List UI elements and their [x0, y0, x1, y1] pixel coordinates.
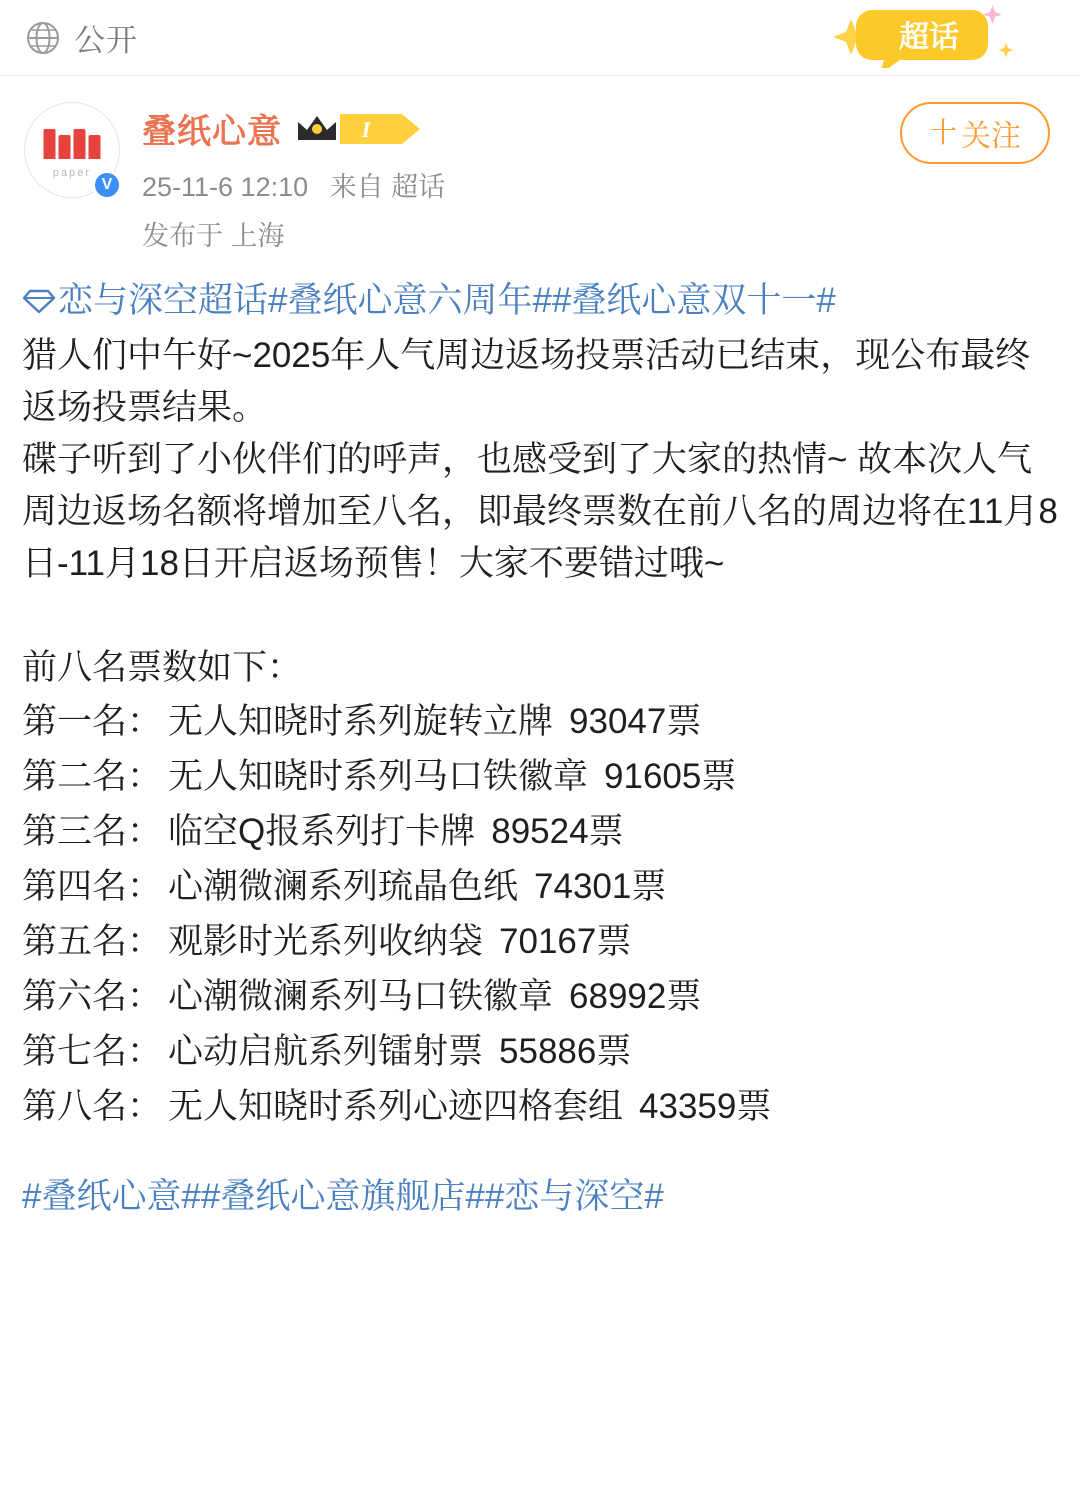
ranking-item-name: 心潮微澜系列马口铁徽章 [168, 977, 554, 1016]
post-location-value: 上海 [230, 221, 285, 251]
visibility-label: 公开 [74, 23, 138, 58]
ranking-position: 第三名： [22, 812, 163, 851]
ranking-row [22, 1024, 1058, 1079]
ranking-item-name: 心动启航系列镭射票 [168, 1032, 484, 1071]
globe-icon [26, 21, 60, 55]
ranking-votes: 89524票 [491, 812, 624, 851]
ranking-item-name: 无人知晓时系列马口铁徽章 [168, 757, 589, 796]
ranking-list-title: 前八名票数如下： [22, 648, 303, 687]
hashtags-bottom[interactable]: #叠纸心意##叠纸心意旗舰店##恋与深空# [22, 1177, 664, 1216]
supertopic-badge-icon[interactable] [828, 2, 1018, 68]
ranking-item-name: 无人知晓时系列旋转立牌 [168, 702, 554, 741]
ranking-votes: 70167票 [499, 922, 632, 961]
avatar[interactable] [24, 102, 120, 198]
post-paragraph-1: 猎人们中午好~2025年人气周边返场投票活动已结束，现公布最终返场投票结果。 [22, 336, 1031, 427]
ranking-position: 第一名： [22, 702, 163, 741]
ranking-position: 第六名： [22, 977, 163, 1016]
post-timestamp: 25-11-6 12:10 [142, 172, 309, 202]
ranking-position: 第七名： [22, 1032, 163, 1071]
crown-level-badge-icon[interactable] [296, 111, 426, 147]
follow-button-label: 关注 [961, 120, 1021, 153]
author-header [0, 76, 1080, 253]
ranking-votes: 74301票 [534, 867, 667, 906]
hashtags-top[interactable]: #叠纸心意六周年##叠纸心意双十一# [268, 281, 836, 320]
ranking-row [22, 1079, 1058, 1134]
ranking-votes: 43359票 [639, 1087, 772, 1126]
follow-button[interactable] [900, 102, 1050, 164]
spacer [22, 590, 1058, 642]
ranking-list [22, 694, 1058, 1134]
ranking-position: 第四名： [22, 867, 163, 906]
paper-logo-icon [44, 129, 101, 159]
post-source-label: 来自 [329, 172, 384, 202]
ranking-votes: 93047票 [569, 702, 702, 741]
ranking-row [22, 969, 1058, 1024]
ranking-position: 第五名： [22, 922, 163, 961]
ranking-item-name: 无人知晓时系列心迹四格套组 [168, 1087, 624, 1126]
ranking-row [22, 804, 1058, 859]
avatar-logo-text: paper [52, 167, 92, 179]
verified-badge-icon: V [92, 170, 122, 200]
ranking-row [22, 914, 1058, 969]
plus-icon: 十 [928, 117, 957, 148]
svg-text:超话: 超话 [899, 21, 959, 54]
post-topic-line [22, 275, 1058, 330]
post-location-label: 发布于 [142, 221, 223, 251]
topic-link[interactable]: 恋与深空超话 [58, 281, 269, 320]
post-location [142, 214, 1056, 253]
ranking-votes: 91605票 [604, 757, 737, 796]
svg-text:I: I [361, 116, 371, 142]
post-paragraph-2: 碟子听到了小伙伴们的呼声，也感受到了大家的热情~ 故本次人气周边返场名额将增加至八名，即最终票数在前八名的周边将在11月8日-11月18日开启返场预售！大家不要错过哦~ [22, 440, 1058, 583]
author-name[interactable]: 叠纸心意 [142, 113, 282, 151]
ranking-position: 第八名： [22, 1087, 163, 1126]
post-meta [142, 165, 1056, 204]
post-source-name[interactable]: 超话 [391, 172, 446, 202]
ranking-position: 第二名： [22, 757, 163, 796]
ranking-row [22, 749, 1058, 804]
ranking-item-name: 观影时光系列收纳袋 [168, 922, 484, 961]
ranking-item-name: 临空Q报系列打卡牌 [168, 812, 476, 851]
ranking-row [22, 859, 1058, 914]
supertopic-diamond-icon [22, 278, 56, 330]
ranking-votes: 55886票 [499, 1032, 632, 1071]
ranking-item-name: 心潮微澜系列琉晶色纸 [168, 867, 519, 906]
ranking-row [22, 694, 1058, 749]
post-content [0, 253, 1080, 1242]
ranking-votes: 68992票 [569, 977, 702, 1016]
visibility-bar [0, 0, 1080, 76]
